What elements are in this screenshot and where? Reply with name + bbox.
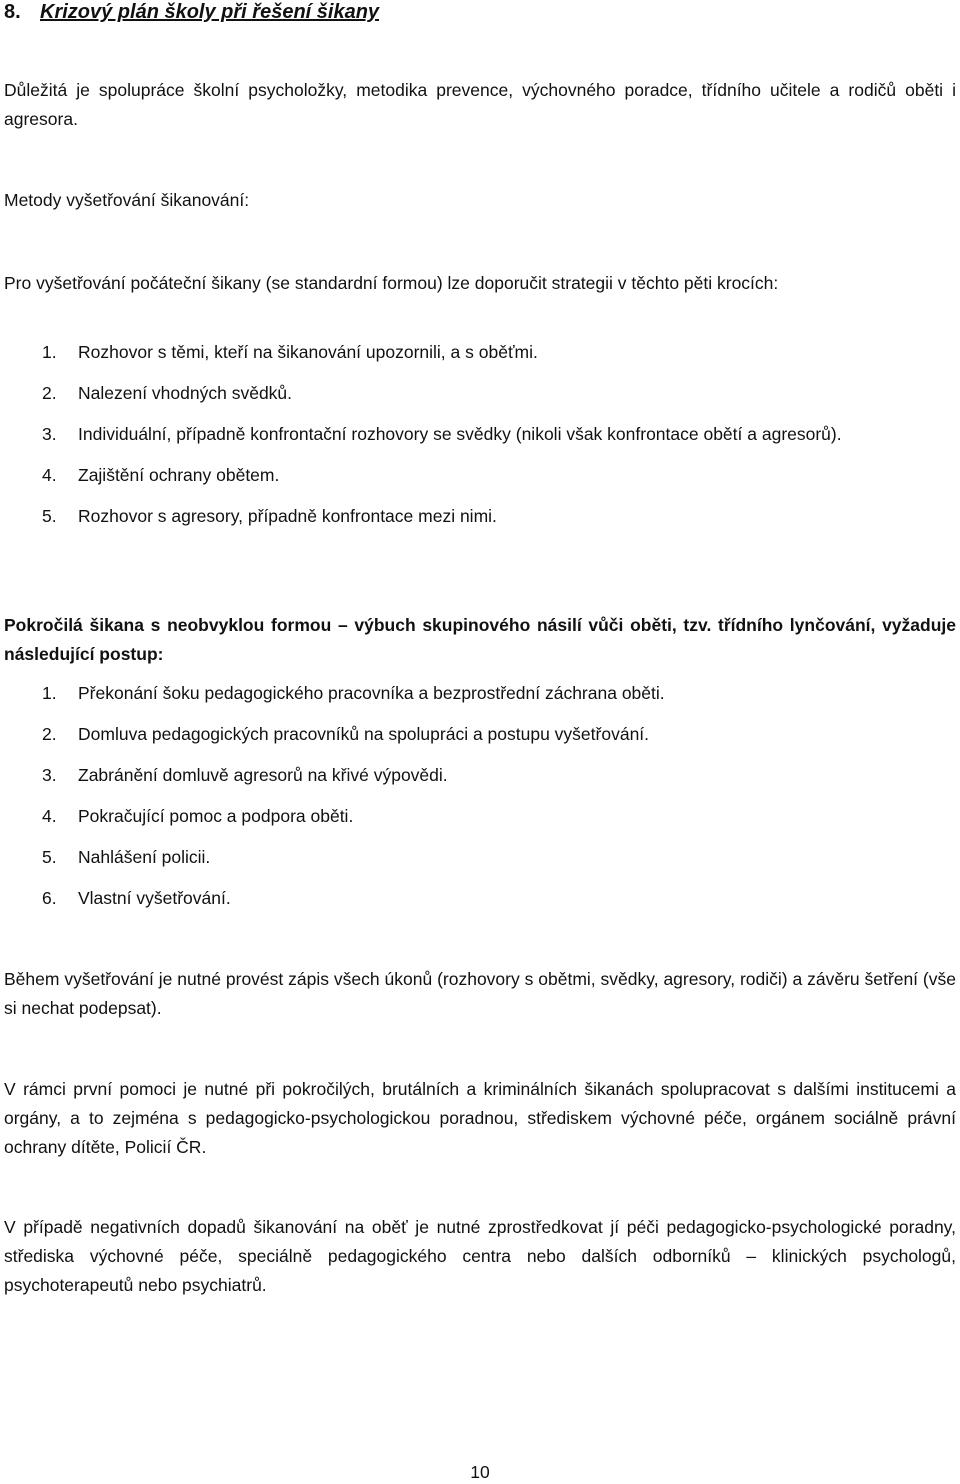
list-item bbox=[0, 843, 960, 871]
list-item-text: Pokračující pomoc a podpora oběti. bbox=[78, 806, 354, 826]
list-marker: 1. bbox=[42, 683, 57, 703]
list-item bbox=[0, 379, 960, 407]
section-title: Krizový plán školy při řešení šikany bbox=[40, 1, 380, 23]
list-item-text: Překonání šoku pedagogického pracovníka a bezprostřední záchrana oběti. bbox=[78, 683, 665, 703]
list-item bbox=[0, 679, 960, 707]
advanced-steps-list bbox=[0, 679, 960, 925]
list-marker: 2. bbox=[42, 383, 57, 403]
list-marker: 5. bbox=[42, 506, 57, 526]
negative-impact-paragraph: V případě negativních dopadů šikanování na oběť je nutné zprostředkovat jí péči pedagogicko-psychologické poradny, střediska výchovné péče, speciálně pedagogického centra nebo dalších odborníků – klinických psychologů, psychoterapeutů nebo psychiatrů. bbox=[4, 1217, 956, 1295]
list-item bbox=[0, 502, 960, 530]
list-item-text: Rozhovor s těmi, kteří na šikanování upozornili, a s oběťmi. bbox=[78, 342, 538, 362]
initial-steps-list bbox=[0, 338, 960, 543]
list-item-text: Domluva pedagogických pracovníků na spolupráci a postupu vyšetřování. bbox=[78, 724, 650, 744]
list-marker: 3. bbox=[42, 765, 57, 785]
page-number: 10 bbox=[470, 1462, 490, 1482]
list-item bbox=[0, 420, 960, 448]
list-marker: 1. bbox=[42, 342, 57, 362]
section-number: 8. bbox=[4, 1, 21, 23]
list-item bbox=[0, 720, 960, 748]
list-item-text: Nahlášení policii. bbox=[78, 847, 211, 867]
list-item-text: Individuální, případně konfrontační rozhovory se svědky (nikoli však konfrontace obětí a agresorů). bbox=[78, 424, 842, 444]
list-item bbox=[0, 461, 960, 489]
list-marker: 6. bbox=[42, 888, 57, 908]
list-item bbox=[0, 802, 960, 830]
list-item bbox=[0, 761, 960, 789]
section-heading bbox=[4, 0, 379, 24]
intro-paragraph: Důležitá je spolupráce školní psycholožky, metodika prevence, výchovného poradce, třídního učitele a rodičů oběti i agresora. bbox=[4, 80, 956, 129]
list-marker: 5. bbox=[42, 847, 57, 867]
advanced-bullying-paragraph: Pokročilá šikana s neobvyklou formou – výbuch skupinového násilí vůči oběti, tzv. třídního lynčování, vyžaduje následující postup: bbox=[4, 615, 956, 664]
list-marker: 3. bbox=[42, 424, 57, 444]
list-item-text: Zabránění domluvě agresorů na křivé výpovědi. bbox=[78, 765, 448, 785]
list-item bbox=[0, 338, 960, 366]
list-item-text: Rozhovor s agresory, případně konfrontace mezi nimi. bbox=[78, 506, 497, 526]
first-aid-paragraph: V rámci první pomoci je nutné při pokročilých, brutálních a kriminálních šikanách spolupracovat s dalšími institucemi a orgány, a to zejména s pedagogicko-psychologickou poradnou, střediskem výchovné péče, orgánem sociálně právní ochrany dítěte, Policií ČR. bbox=[4, 1079, 956, 1157]
record-paragraph: Během vyšetřování je nutné provést zápis všech úkonů (rozhovory s obětmi, svědky, agresory, rodiči) a závěru šetření (vše si nechat podepsat). bbox=[4, 969, 956, 1018]
list-item-text: Nalezení vhodných svědků. bbox=[78, 383, 293, 403]
list-marker: 2. bbox=[42, 724, 57, 744]
list-marker: 4. bbox=[42, 806, 57, 826]
list-marker: 4. bbox=[42, 465, 57, 485]
methods-title: Metody vyšetřování šikanování: bbox=[4, 190, 250, 210]
list-item-text: Vlastní vyšetřování. bbox=[78, 888, 231, 908]
list-item-text: Zajištění ochrany obětem. bbox=[78, 465, 280, 485]
list-item bbox=[0, 884, 960, 912]
initial-bullying-paragraph: Pro vyšetřování počáteční šikany (se standardní formou) lze doporučit strategii v těchto pěti krocích: bbox=[4, 273, 779, 293]
